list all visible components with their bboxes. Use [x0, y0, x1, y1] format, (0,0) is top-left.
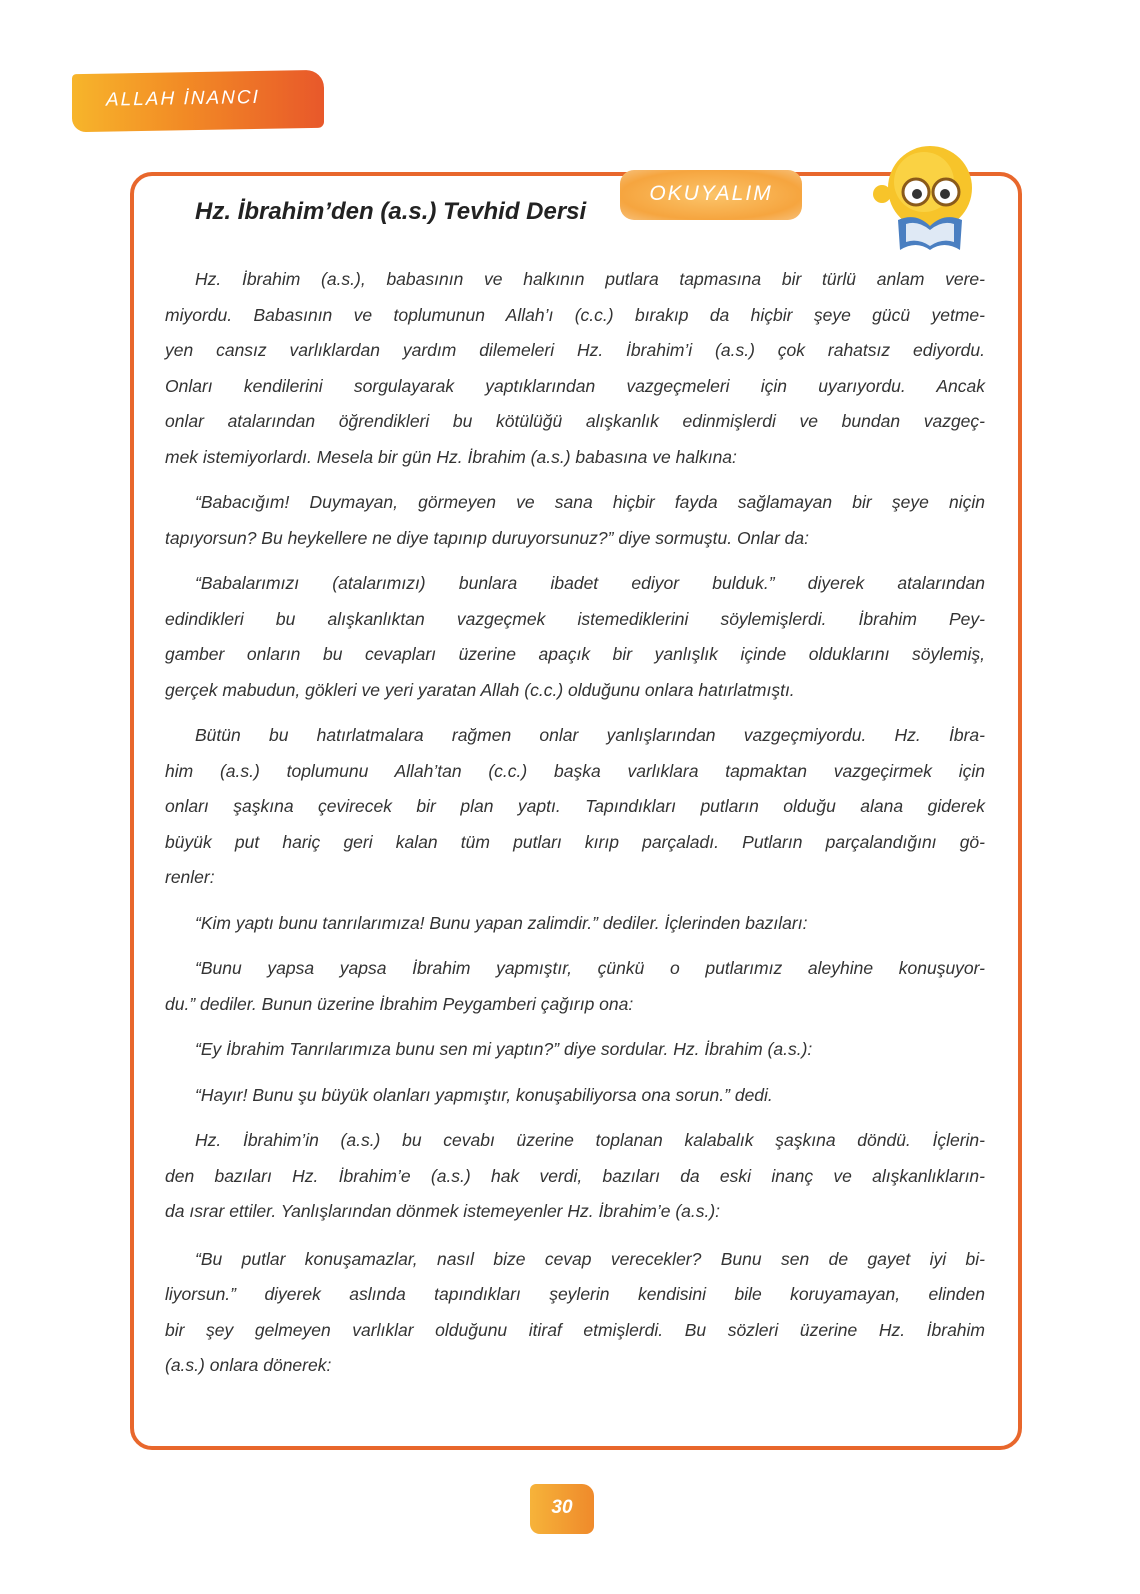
- text-line: liyorsun.” diyerek aslında tapındıkları şeylerin kendisini bile koruyamayan, elinden: [165, 1284, 985, 1304]
- text-line: tapıyorsun? Bu heykellere ne diye tapınıp duruyorsunuz?” diye sormuştu. Onlar da:: [165, 527, 809, 548]
- text-line: onlar atalarından öğrendikleri bu kötülüğü alışkanlık edinmişlerdi ve bundan vazgeç-: [165, 411, 985, 431]
- section-tag-label: ALLAH İNANCI: [106, 86, 260, 111]
- text-line: Hz. İbrahim’in (a.s.) bu cevabı üzerine toplanan kalabalık şaşkına döndü. İçlerin-: [195, 1130, 985, 1150]
- text-line: “Bunu yapsa yapsa İbrahim yapmıştır, çünkü o putlarımız aleyhine konuşuyor-: [195, 958, 985, 978]
- text-line: da ısrar ettiler. Yanlışlarından dönmek istemeyenler Hz. İbrahim’e (a.s.):: [165, 1201, 721, 1221]
- text-line: onları şaşkına çevirecek bir plan yaptı. Tapındıkları putların olduğu alana giderek: [165, 796, 985, 816]
- text-line: (a.s.) onlara dönerek:: [165, 1355, 332, 1375]
- text-line: miyordu. Babasının ve toplumunun Allah’ı (c.c.) bırakıp da hiçbir şeye gücü yetme-: [165, 304, 985, 325]
- text-line: Bütün bu hatırlatmalara rağmen onlar yanlışlarından vazgeçmiyordu. Hz. İbra-: [195, 725, 985, 745]
- text-line: “Kim yaptı bunu tanrılarımıza! Bunu yapan zalimdir.” dediler. İçlerinden bazıları:: [195, 912, 808, 933]
- paragraph: [165, 1032, 985, 1068]
- text-line: den bazıları Hz. İbrahim’e (a.s.) hak verdi, bazıları da eski inanç ve alışkanlıkların-: [165, 1165, 985, 1186]
- text-line: “Hayır! Bunu şu büyük olanları yapmıştır, konuşabiliyorsa ona sorun.” dedi.: [195, 1084, 773, 1105]
- badge-label: OKUYALIM: [649, 182, 773, 205]
- text-line: bir şey gelmeyen varlıklar olduğunu itiraf etmişlerdi. Bu sözleri üzerine Hz. İbrahim: [165, 1319, 985, 1340]
- section-tag: [72, 70, 324, 132]
- page-title: Hz. İbrahim’den (a.s.) Tevhid Dersi: [195, 198, 587, 225]
- okuyalim-badge: [620, 170, 802, 220]
- page-number-label: 30: [551, 1497, 573, 1518]
- paragraph: [165, 718, 985, 896]
- text-line: Onları kendilerini sorgulayarak yaptıklarından vazgeçmeleri için uyarıyordu. Ancak: [165, 375, 985, 396]
- paragraph: [165, 1078, 985, 1114]
- text-line: gerçek mabudun, gökleri ve yeri yaratan Allah (c.c.) olduğunu onlara hatırlatmıştı.: [165, 679, 795, 700]
- paragraph: [165, 262, 985, 475]
- text-line: “Babalarımızı (atalarımızı) bunlara ibadet ediyor bulduk.” diyerek atalarından: [195, 573, 985, 593]
- reading-emoji-icon: [868, 142, 978, 254]
- text-line: “Bu putlar konuşamazlar, nasıl bize cevap verecekler? Bunu sen de gayet iyi bi-: [195, 1248, 985, 1269]
- text-line: büyük put hariç geri kalan tüm putları kırıp parçaladı. Putların parçalandığını gö-: [165, 831, 985, 852]
- body-text: [165, 262, 985, 1394]
- paragraph: [165, 906, 985, 942]
- text-line: edindikleri bu alışkanlıktan vazgeçmek istemediklerini söylemişlerdi. İbrahim Pey-: [165, 608, 985, 629]
- text-line: “Babacığım! Duymayan, görmeyen ve sana hiçbir fayda sağlamayan bir şeye niçin: [195, 492, 985, 512]
- text-line: renler:: [165, 867, 215, 887]
- text-line: gamber onların bu cevapları üzerine apaçık bir yanlışlık içinde olduklarını söylemiş,: [165, 644, 985, 664]
- text-line: him (a.s.) toplumunu Allah’tan (c.c.) başka varlıklara tapmaktan vazgeçirmek için: [165, 760, 985, 781]
- paragraph: [165, 1123, 985, 1230]
- text-line: “Ey İbrahim Tanrılarımıza bunu sen mi yaptın?” diye sordular. Hz. İbrahim (a.s.):: [195, 1039, 813, 1059]
- text-line: mek istemiyorlardı. Mesela bir gün Hz. İbrahim (a.s.) babasına ve halkına:: [165, 446, 737, 467]
- text-line: du.” dediler. Bunun üzerine İbrahim Peygamberi çağırıp ona:: [165, 993, 634, 1014]
- paragraph: [165, 485, 985, 556]
- paragraph: [165, 1242, 985, 1384]
- page-number: [530, 1484, 594, 1534]
- paragraph: [165, 566, 985, 708]
- text-line: yen cansız varlıklardan yardım dilemeleri Hz. İbrahim’i (a.s.) çok rahatsız ediyordu.: [165, 340, 985, 360]
- paragraph: [165, 951, 985, 1022]
- text-line: Hz. İbrahim (a.s.), babasının ve halkının putlara tapmasına bir türlü anlam vere-: [195, 269, 985, 289]
